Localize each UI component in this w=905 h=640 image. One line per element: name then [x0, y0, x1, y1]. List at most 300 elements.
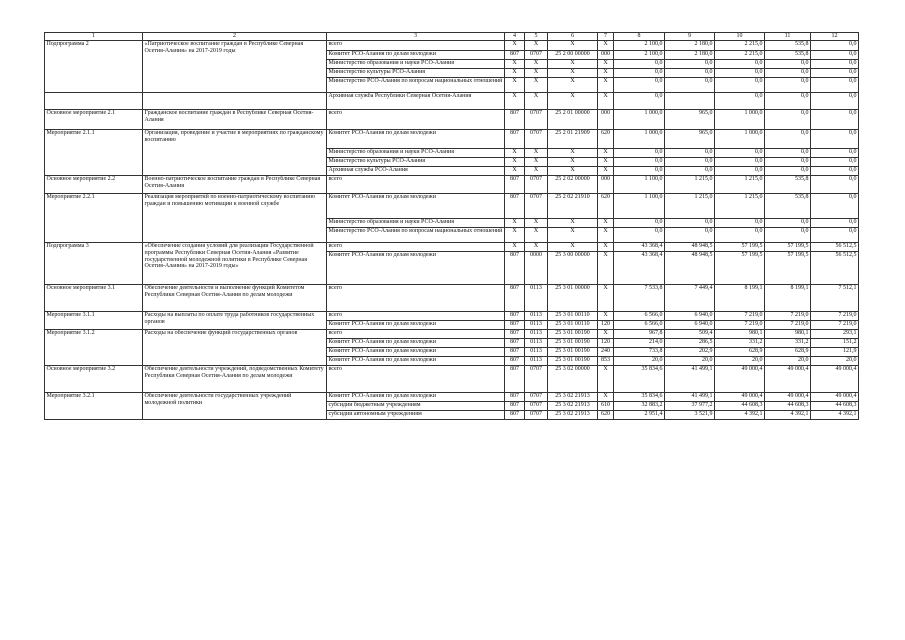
cell-value-2018: 8 199,1 — [765, 284, 811, 311]
cell-executor: субсидии бюджетным учреждениям — [327, 401, 505, 410]
cell-grbs-code: Х — [505, 59, 525, 68]
table-row — [45, 284, 859, 311]
cell-section-code: 0113 — [525, 338, 548, 347]
cell-value-2019: 4 392,1 — [811, 410, 859, 419]
cell-expense-type: Х — [598, 148, 614, 157]
cell-value-2017: 57 199,5 — [715, 251, 765, 284]
cell-section-code: 0113 — [525, 347, 548, 356]
cell-item-name: Расходы на выплаты по оплате труда работников государственных органов — [143, 311, 327, 329]
cell-value-2019: 0,0 — [811, 68, 859, 77]
cell-value-2019: 0,0 — [811, 59, 859, 68]
cell-value-2019: 0,0 — [811, 148, 859, 157]
table-row — [45, 129, 859, 148]
cell-value-2015: 7 533,8 — [614, 284, 665, 311]
cell-value-2015: 0,0 — [614, 166, 665, 175]
cell-executor: всего — [327, 365, 505, 392]
cell-value-2016: 41 499,1 — [665, 392, 715, 401]
cell-grbs-code: 807 — [505, 175, 525, 193]
cell-value-2016: 202,9 — [665, 347, 715, 356]
cell-target-article: 25 3 01 00190 — [548, 338, 598, 347]
cell-value-2015: 0,0 — [614, 227, 665, 242]
cell-item-code: Мероприятие 2.1.1 — [45, 129, 143, 175]
cell-value-2018: 0,0 — [765, 166, 811, 175]
cell-item-code: Подпрограмма 3 — [45, 242, 143, 284]
cell-item-code: Основное мероприятие 2.1 — [45, 109, 143, 129]
cell-item-code: Мероприятие 2.2.1 — [45, 193, 143, 242]
cell-expense-type: 620 — [598, 129, 614, 148]
cell-item-name: Обеспечение деятельности учреждений, подведомственных Комитету Республики Северная Осетия-Алания по делам молодежи — [143, 365, 327, 392]
cell-value-2019: 121,9 — [811, 347, 859, 356]
cell-executor: всего — [327, 242, 505, 251]
cell-value-2018: 0,0 — [765, 68, 811, 77]
column-header-8: 8 — [614, 33, 665, 41]
column-header-10: 10 — [715, 33, 765, 41]
cell-value-2018: 49 000,4 — [765, 392, 811, 401]
cell-value-2018: 4 392,1 — [765, 410, 811, 419]
cell-target-article: Х — [548, 148, 598, 157]
cell-item-name: Военно-патриотическое воспитание граждан в Республике Северная Осетия-Алания — [143, 175, 327, 193]
cell-value-2015: 6 566,0 — [614, 320, 665, 329]
cell-value-2015: 967,8 — [614, 329, 665, 338]
cell-target-article: 25 3 02 21913 — [548, 392, 598, 401]
cell-value-2017: 49 000,4 — [715, 392, 765, 401]
cell-target-article: 25 2 01 21909 — [548, 129, 598, 148]
cell-value-2017: 331,2 — [715, 338, 765, 347]
cell-value-2019: 0,0 — [811, 218, 859, 227]
cell-executor: Комитет РСО-Алания по делам молодежи — [327, 347, 505, 356]
cell-value-2018: 628,9 — [765, 347, 811, 356]
cell-value-2016: 0,0 — [665, 227, 715, 242]
cell-expense-type: Х — [598, 218, 614, 227]
cell-section-code: 0707 — [525, 50, 548, 59]
table-row — [45, 92, 859, 109]
cell-value-2018: 20,0 — [765, 356, 811, 365]
cell-value-2019: 0,0 — [811, 227, 859, 242]
cell-value-2016: 7 449,4 — [665, 284, 715, 311]
cell-section-code: Х — [525, 166, 548, 175]
header-row — [45, 33, 859, 41]
cell-value-2017: 7 219,0 — [715, 320, 765, 329]
cell-expense-type: Х — [598, 242, 614, 251]
cell-value-2016: 3 521,9 — [665, 410, 715, 419]
cell-value-2019: 0,0 — [811, 166, 859, 175]
cell-value-2017: 0,0 — [715, 148, 765, 157]
cell-executor: Министерство РСО-Алания по вопросам национальных отношений — [327, 77, 505, 92]
cell-value-2017: 2 215,0 — [715, 40, 765, 50]
cell-value-2015: 214,0 — [614, 338, 665, 347]
cell-grbs-code: 807 — [505, 365, 525, 392]
cell-target-article: Х — [548, 242, 598, 251]
cell-value-2016: 1 215,0 — [665, 175, 715, 193]
column-header-7: 7 — [598, 33, 614, 41]
cell-target-article: 25 2 02 21910 — [548, 193, 598, 218]
cell-value-2016: 41 499,1 — [665, 365, 715, 392]
cell-value-2015: 1 100,0 — [614, 175, 665, 193]
cell-executor: всего — [327, 109, 505, 129]
cell-value-2019: 49 000,4 — [811, 392, 859, 401]
cell-section-code: Х — [525, 92, 548, 109]
cell-value-2015: 0,0 — [614, 77, 665, 92]
cell-executor: Комитет РСО-Алания по делам молодежи — [327, 50, 505, 59]
cell-value-2019: 0,0 — [811, 50, 859, 59]
budget-table-sheet — [44, 32, 858, 420]
cell-item-name — [143, 92, 327, 109]
cell-value-2017: 0,0 — [715, 218, 765, 227]
cell-item-code: Основное мероприятие 2.2 — [45, 175, 143, 193]
cell-section-code: 0707 — [525, 401, 548, 410]
cell-executor: Министерство культуры РСО-Алания — [327, 68, 505, 77]
cell-grbs-code: 807 — [505, 251, 525, 284]
cell-target-article: Х — [548, 166, 598, 175]
cell-target-article: 25 3 01 00110 — [548, 311, 598, 320]
cell-value-2017: 20,0 — [715, 356, 765, 365]
cell-executor: всего — [327, 40, 505, 50]
cell-grbs-code: 807 — [505, 347, 525, 356]
cell-executor: Комитет РСО-Алания по делам молодежи — [327, 320, 505, 329]
cell-value-2016: 0,0 — [665, 148, 715, 157]
cell-grbs-code: 807 — [505, 311, 525, 320]
cell-section-code: Х — [525, 242, 548, 251]
cell-value-2017: 1 000,0 — [715, 129, 765, 148]
cell-target-article: Х — [548, 77, 598, 92]
cell-item-name: Организация, проведение и участие в мероприятиях по гражданскому воспитанию — [143, 129, 327, 175]
cell-target-article: 25 3 01 00000 — [548, 284, 598, 311]
table-row — [45, 311, 859, 320]
cell-value-2018: 0,0 — [765, 129, 811, 148]
cell-value-2018: 0,0 — [765, 92, 811, 109]
cell-value-2016: 2 180,0 — [665, 50, 715, 59]
cell-value-2018: 535,8 — [765, 193, 811, 218]
cell-target-article: 25 2 01 00000 — [548, 109, 598, 129]
cell-grbs-code: 807 — [505, 329, 525, 338]
cell-item-name: «Обеспечение создания условий для реализации Государственной программы Республики Северная Осетия-Алания «Развитие государственной молодежной политики в Республике Северная Осетия-Алания» на 2017-2019 годы» — [143, 242, 327, 284]
cell-value-2016: 1 215,0 — [665, 193, 715, 218]
cell-section-code: 0113 — [525, 356, 548, 365]
cell-value-2015: 1 000,0 — [614, 109, 665, 129]
cell-value-2016: 286,5 — [665, 338, 715, 347]
cell-executor: Министерство РСО-Алания по вопросам национальных отношений — [327, 227, 505, 242]
cell-value-2019: 0,0 — [811, 77, 859, 92]
cell-expense-type: Х — [598, 284, 614, 311]
cell-target-article: Х — [548, 59, 598, 68]
cell-target-article: 25 3 00 00000 — [548, 251, 598, 284]
cell-expense-type: 000 — [598, 109, 614, 129]
table-row — [45, 392, 859, 401]
cell-value-2016: 509,4 — [665, 329, 715, 338]
cell-value-2019: 151,2 — [811, 338, 859, 347]
cell-target-article: Х — [548, 40, 598, 50]
cell-value-2015: 0,0 — [614, 92, 665, 109]
cell-value-2018: 0,0 — [765, 157, 811, 166]
column-header-3: 3 — [327, 33, 505, 41]
cell-target-article: 25 3 01 00190 — [548, 347, 598, 356]
cell-value-2015: 0,0 — [614, 59, 665, 68]
cell-value-2015: 6 566,0 — [614, 311, 665, 320]
cell-expense-type: 000 — [598, 175, 614, 193]
cell-expense-type: 120 — [598, 320, 614, 329]
cell-section-code: Х — [525, 148, 548, 157]
cell-value-2018: 57 199,5 — [765, 242, 811, 251]
cell-section-code: Х — [525, 157, 548, 166]
cell-value-2019: 56 512,5 — [811, 242, 859, 251]
cell-value-2017: 1 000,0 — [715, 109, 765, 129]
cell-value-2017: 0,0 — [715, 157, 765, 166]
cell-value-2018: 535,8 — [765, 40, 811, 50]
cell-value-2017: 8 199,1 — [715, 284, 765, 311]
cell-value-2015: 2 951,4 — [614, 410, 665, 419]
cell-executor: всего — [327, 329, 505, 338]
cell-grbs-code: 807 — [505, 109, 525, 129]
budget-table — [44, 32, 859, 420]
cell-section-code: 0113 — [525, 329, 548, 338]
table-header — [45, 33, 859, 41]
cell-value-2019: 49 000,4 — [811, 365, 859, 392]
cell-value-2017: 1 215,0 — [715, 193, 765, 218]
cell-value-2018: 57 199,5 — [765, 251, 811, 284]
column-header-1: 1 — [45, 33, 143, 41]
cell-executor: Министерство культуры РСО-Алания — [327, 157, 505, 166]
cell-value-2015: 32 883,2 — [614, 401, 665, 410]
cell-expense-type: Х — [598, 329, 614, 338]
cell-value-2015: 733,8 — [614, 347, 665, 356]
column-header-4: 4 — [505, 33, 525, 41]
cell-value-2018: 331,2 — [765, 338, 811, 347]
cell-executor: субсидии автономным учреждениям — [327, 410, 505, 419]
cell-value-2016: 965,0 — [665, 129, 715, 148]
cell-value-2018: 535,8 — [765, 175, 811, 193]
table-row — [45, 242, 859, 251]
cell-value-2016: 37 977,2 — [665, 401, 715, 410]
cell-expense-type: Х — [598, 68, 614, 77]
cell-section-code: 0113 — [525, 311, 548, 320]
cell-expense-type: Х — [598, 40, 614, 50]
cell-value-2018: 0,0 — [765, 227, 811, 242]
cell-value-2017: 0,0 — [715, 92, 765, 109]
cell-value-2016: 965,0 — [665, 109, 715, 129]
cell-expense-type: Х — [598, 157, 614, 166]
cell-value-2015: 35 834,6 — [614, 365, 665, 392]
cell-section-code: Х — [525, 227, 548, 242]
cell-target-article: 25 2 00 00000 — [548, 50, 598, 59]
cell-executor: Министерство образования и науки РСО-Алания — [327, 148, 505, 157]
cell-value-2015: 0,0 — [614, 218, 665, 227]
cell-target-article: 25 3 02 00000 — [548, 365, 598, 392]
cell-value-2019: 7 219,0 — [811, 320, 859, 329]
cell-value-2016: 2 180,0 — [665, 40, 715, 50]
cell-item-name: Обеспечение деятельности и выполнение функций Комитетом Республики Северная Осетия-Алания по делам молодежи — [143, 284, 327, 311]
cell-section-code: Х — [525, 59, 548, 68]
cell-grbs-code: 807 — [505, 356, 525, 365]
table-row — [45, 40, 859, 50]
cell-target-article: Х — [548, 218, 598, 227]
column-header-12: 12 — [811, 33, 859, 41]
cell-grbs-code: Х — [505, 227, 525, 242]
cell-grbs-code: Х — [505, 68, 525, 77]
cell-grbs-code: Х — [505, 77, 525, 92]
cell-section-code: Х — [525, 77, 548, 92]
cell-grbs-code: 807 — [505, 338, 525, 347]
cell-executor: всего — [327, 175, 505, 193]
cell-item-code: Мероприятие 3.1.2 — [45, 329, 143, 365]
cell-value-2018: 7 219,0 — [765, 320, 811, 329]
cell-grbs-code: 807 — [505, 50, 525, 59]
cell-value-2018: 0,0 — [765, 218, 811, 227]
cell-value-2016: 6 940,0 — [665, 311, 715, 320]
cell-section-code: Х — [525, 218, 548, 227]
cell-expense-type: Х — [598, 166, 614, 175]
cell-value-2015: 0,0 — [614, 68, 665, 77]
cell-section-code: 0113 — [525, 320, 548, 329]
cell-grbs-code: Х — [505, 242, 525, 251]
cell-executor: Комитет РСО-Алания по делам молодежи — [327, 338, 505, 347]
cell-target-article: 25 3 02 21913 — [548, 410, 598, 419]
cell-expense-type: 120 — [598, 338, 614, 347]
cell-value-2018: 0,0 — [765, 148, 811, 157]
cell-executor: Комитет РСО-Алания по делам молодежи — [327, 193, 505, 218]
cell-executor: всего — [327, 284, 505, 311]
cell-value-2018: 0,0 — [765, 59, 811, 68]
cell-value-2017: 628,9 — [715, 347, 765, 356]
cell-value-2017: 4 392,1 — [715, 410, 765, 419]
cell-value-2019: 0,0 — [811, 109, 859, 129]
cell-expense-type: Х — [598, 227, 614, 242]
cell-value-2019: 0,0 — [811, 40, 859, 50]
cell-grbs-code: 807 — [505, 392, 525, 401]
column-header-11: 11 — [765, 33, 811, 41]
cell-value-2019: 56 512,5 — [811, 251, 859, 284]
cell-item-code — [45, 92, 143, 109]
cell-value-2019: 20,0 — [811, 356, 859, 365]
cell-value-2017: 2 215,0 — [715, 50, 765, 59]
cell-value-2017: 0,0 — [715, 59, 765, 68]
cell-value-2018: 44 608,3 — [765, 401, 811, 410]
cell-value-2019: 293,1 — [811, 329, 859, 338]
cell-value-2016: 0,0 — [665, 77, 715, 92]
cell-grbs-code: Х — [505, 166, 525, 175]
cell-value-2017: 49 000,4 — [715, 365, 765, 392]
cell-executor: Архивная служба Республики Северная Осетия-Алания — [327, 92, 505, 109]
cell-grbs-code: 807 — [505, 193, 525, 218]
cell-value-2019: 0,0 — [811, 193, 859, 218]
table-row — [45, 329, 859, 338]
cell-value-2019: 0,0 — [811, 129, 859, 148]
cell-executor: Комитет РСО-Алания по делам молодежи — [327, 129, 505, 148]
cell-value-2018: 0,0 — [765, 77, 811, 92]
cell-expense-type: 000 — [598, 50, 614, 59]
cell-grbs-code: 807 — [505, 284, 525, 311]
cell-section-code: 0707 — [525, 109, 548, 129]
cell-expense-type: 620 — [598, 193, 614, 218]
cell-value-2019: 0,0 — [811, 92, 859, 109]
cell-value-2016: 0,0 — [665, 59, 715, 68]
cell-section-code: 0113 — [525, 284, 548, 311]
cell-value-2018: 49 000,4 — [765, 365, 811, 392]
cell-section-code: Х — [525, 40, 548, 50]
cell-value-2016 — [665, 92, 715, 109]
cell-section-code: 0707 — [525, 129, 548, 148]
cell-grbs-code: 807 — [505, 320, 525, 329]
cell-section-code: Х — [525, 68, 548, 77]
cell-grbs-code: 807 — [505, 401, 525, 410]
cell-target-article: 25 3 02 21913 — [548, 401, 598, 410]
column-header-6: 6 — [548, 33, 598, 41]
cell-section-code: 0707 — [525, 365, 548, 392]
cell-value-2015: 2 100,0 — [614, 40, 665, 50]
cell-section-code: 0707 — [525, 193, 548, 218]
cell-value-2019: 0,0 — [811, 157, 859, 166]
cell-value-2017: 1 215,0 — [715, 175, 765, 193]
cell-value-2017: 0,0 — [715, 77, 765, 92]
cell-value-2017: 44 608,3 — [715, 401, 765, 410]
cell-grbs-code: Х — [505, 40, 525, 50]
cell-executor: Комитет РСО-Алания по делам молодежи — [327, 251, 505, 284]
cell-grbs-code: 807 — [505, 129, 525, 148]
cell-value-2019: 7 219,0 — [811, 311, 859, 320]
cell-target-article: Х — [548, 68, 598, 77]
table-body — [45, 40, 859, 419]
cell-item-name: Расходы на обеспечение функций государственных органов — [143, 329, 327, 365]
column-header-9: 9 — [665, 33, 715, 41]
cell-item-code: Основное мероприятие 3.1 — [45, 284, 143, 311]
cell-expense-type: Х — [598, 365, 614, 392]
cell-value-2017: 7 219,0 — [715, 311, 765, 320]
cell-target-article: 25 3 01 00110 — [548, 320, 598, 329]
cell-value-2018: 535,8 — [765, 50, 811, 59]
cell-item-name: Обеспечение деятельности государственных учреждений молодежной политики — [143, 392, 327, 419]
cell-value-2016: 0,0 — [665, 166, 715, 175]
cell-value-2015: 43 368,4 — [614, 242, 665, 251]
cell-expense-type: 610 — [598, 401, 614, 410]
cell-section-code: 0000 — [525, 251, 548, 284]
cell-expense-type: Х — [598, 77, 614, 92]
cell-grbs-code: Х — [505, 218, 525, 227]
cell-value-2019: 44 608,3 — [811, 401, 859, 410]
table-row — [45, 109, 859, 129]
cell-value-2016: 48 948,5 — [665, 242, 715, 251]
cell-executor: Архивная служба РСО-Алания — [327, 166, 505, 175]
cell-value-2018: 7 219,0 — [765, 311, 811, 320]
cell-value-2019: 7 512,1 — [811, 284, 859, 311]
cell-section-code: 0707 — [525, 175, 548, 193]
cell-value-2018: 0,0 — [765, 109, 811, 129]
cell-value-2017: 0,0 — [715, 166, 765, 175]
cell-executor: всего — [327, 311, 505, 320]
cell-item-code: Мероприятие 3.1.1 — [45, 311, 143, 329]
cell-item-name: Реализация мероприятий по военно-патриотическому воспитанию граждан и повышению мотивации к военной службе — [143, 193, 327, 242]
cell-target-article: Х — [548, 227, 598, 242]
cell-value-2016: 0,0 — [665, 157, 715, 166]
cell-expense-type: 853 — [598, 356, 614, 365]
cell-value-2016: 0,0 — [665, 218, 715, 227]
table-row — [45, 175, 859, 193]
cell-value-2018: 980,1 — [765, 329, 811, 338]
cell-value-2016: 20,0 — [665, 356, 715, 365]
cell-target-article: 25 3 01 00190 — [548, 329, 598, 338]
cell-value-2015: 20,0 — [614, 356, 665, 365]
cell-expense-type: Х — [598, 92, 614, 109]
cell-value-2015: 35 834,6 — [614, 392, 665, 401]
cell-executor: Министерство образования и науки РСО-Алания — [327, 59, 505, 68]
cell-value-2017: 980,1 — [715, 329, 765, 338]
cell-expense-type: Х — [598, 251, 614, 284]
cell-item-code: Основное мероприятие 3.2 — [45, 365, 143, 392]
cell-executor: Комитет РСО-Алания по делам молодежи — [327, 356, 505, 365]
cell-value-2016: 48 948,5 — [665, 251, 715, 284]
cell-value-2015: 0,0 — [614, 148, 665, 157]
cell-expense-type: 620 — [598, 410, 614, 419]
cell-value-2015: 0,0 — [614, 157, 665, 166]
column-header-2: 2 — [143, 33, 327, 41]
